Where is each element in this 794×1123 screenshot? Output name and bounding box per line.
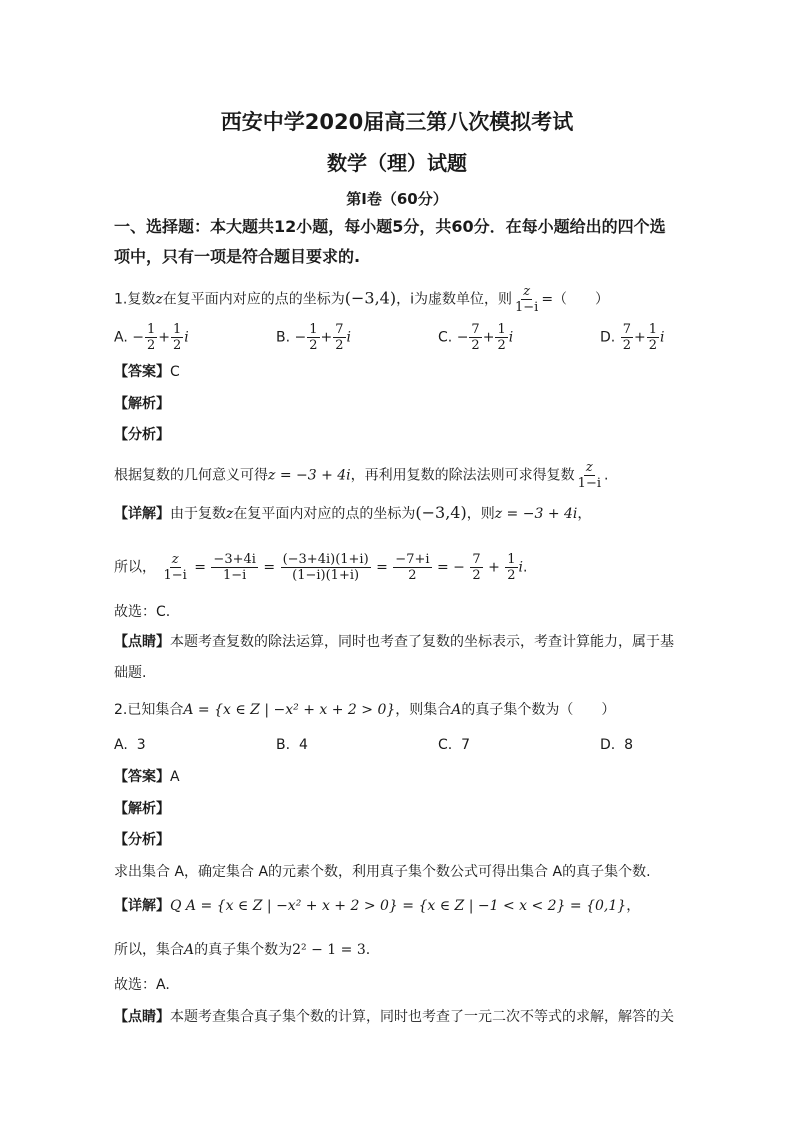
- option-i: i: [346, 329, 352, 346]
- answer-value: C: [170, 364, 180, 380]
- eq-sign: =: [376, 559, 388, 576]
- q2-option-c: [438, 737, 470, 753]
- frac-num: 7: [472, 552, 481, 567]
- frac-den: 2: [172, 338, 182, 353]
- eq-sign: =: [263, 559, 276, 576]
- q1-stem: [114, 284, 609, 315]
- q1-frac-num: z: [523, 284, 531, 299]
- fenxi-text-a: 根据复数的几何意义可得: [114, 467, 268, 484]
- option-frac: [647, 322, 659, 353]
- xiangjie-text-b: 在复平面内对应的点的坐标为: [233, 506, 416, 522]
- q2-set-A: A: [451, 702, 462, 718]
- q1-answer: [114, 362, 180, 382]
- option-frac: [469, 322, 481, 353]
- q1-fenxi-tag: 【分析】: [114, 427, 170, 443]
- xiangjie-tag: 【详解】: [114, 898, 170, 914]
- q2-stem-text-d: 的真子集个数为（ ）: [461, 702, 616, 718]
- xiangjie-text-c: ，则: [466, 506, 495, 522]
- q1-frac-den: 1−i: [514, 300, 539, 315]
- section-instructions-line2: 项中，只有一项是符合题目要求的.: [114, 247, 361, 266]
- q1-dianjing: [114, 632, 674, 652]
- q1-z: z: [155, 291, 163, 308]
- frac-num: −7+i: [395, 552, 430, 567]
- frac-num: 7: [622, 322, 631, 337]
- xiangjie-tag: 【详解】: [114, 506, 170, 522]
- option-frac: [621, 322, 633, 353]
- q1-option-a: [114, 322, 189, 353]
- frac-den: 2: [408, 568, 417, 583]
- deriv-frac-1: [161, 552, 188, 583]
- answer-tag: 【答案】: [114, 769, 170, 785]
- q1-fenxi-text: 根据复数的几何意义可得z = −3 + 4i，再利用复数的除法法则可求得复数 $\frac{z}{1-i}$ .: [114, 460, 609, 491]
- answer-value: A: [170, 769, 180, 785]
- q1-stem-text-b: 在复平面内对应的点的坐标为: [162, 291, 345, 308]
- option-plus: +: [320, 329, 333, 346]
- option-value: 8: [624, 737, 634, 753]
- deriv-frac-2: [211, 552, 258, 583]
- xiangjie-point: (−3,4): [415, 503, 467, 522]
- xiangjie-text-a: 由于复数: [170, 506, 226, 522]
- frac-num: 1: [146, 322, 156, 337]
- option-frac: [333, 322, 345, 353]
- q1-dianjing-cont: 础题.: [114, 665, 147, 681]
- fenxi-frac: [576, 460, 603, 491]
- frac-num: (−3+4i)(1+i): [282, 552, 369, 567]
- frac-den: 1−i: [223, 568, 247, 583]
- frac-den: 1−i: [577, 476, 601, 491]
- frac-num: 1: [507, 552, 516, 567]
- q2-option-b: [276, 737, 308, 753]
- volume-label: 第Ⅰ卷（60分）: [346, 190, 448, 208]
- option-i: i: [659, 329, 665, 346]
- option-label: C.: [438, 329, 453, 346]
- suoyi-text: 所以，集合: [114, 942, 184, 958]
- dianjing-text: 本题考查复数的除法运算，同时也考查了复数的坐标表示，考查计算能力，属于基: [170, 634, 674, 650]
- frac-den: 2: [648, 338, 657, 353]
- option-value: 3: [136, 737, 146, 753]
- frac-den: 2: [471, 338, 480, 353]
- dianjing-text: 本题考查集合真子集个数的计算，同时也考查了一元二次不等式的求解，解答的关: [170, 1009, 674, 1025]
- frac-num: z: [585, 460, 593, 475]
- option-value: 4: [298, 737, 308, 753]
- option-plus: +: [482, 329, 495, 346]
- option-plus: +: [633, 329, 646, 346]
- frac-den: (1−i)(1+i): [292, 568, 360, 583]
- dianjing-tag: 【点睛】: [114, 1009, 170, 1025]
- option-label: B.: [276, 737, 291, 753]
- option-label: A.: [114, 737, 128, 753]
- xiangjie-text-d: ，: [577, 506, 592, 522]
- q2-suoyi: [114, 940, 370, 960]
- plus-sign: +: [488, 559, 500, 576]
- derivation-prefix: 所以，: [114, 559, 156, 576]
- q2-analysis-tag: 【解析】: [114, 801, 170, 817]
- suoyi-end: .: [365, 942, 371, 958]
- frac-den: 2: [335, 338, 344, 353]
- frac-den: 2: [472, 568, 481, 583]
- q1-point: (−3,4): [344, 288, 397, 308]
- dianjing-tag: 【点睛】: [114, 634, 170, 650]
- q2-fenxi-tag: 【分析】: [114, 832, 170, 848]
- option-label: C.: [438, 737, 453, 753]
- frac-den: 2: [146, 338, 156, 353]
- q2-fenxi-text: 求出集合 A，确定集合 A的元素个数，利用真子集个数公式可得出集合 A的真子集个数.: [114, 864, 651, 880]
- option-sign: −: [456, 329, 469, 346]
- option-frac: [171, 322, 183, 353]
- q1-derivation: 所以， $\frac{z}{1-i}$ = $\frac{-3+4i}{1-i}$ = $\frac{(-3+4i)(1+i)}{(1-i)(1+i)}$ = $\frac{-7+i}{2}$ = − $\frac{7}{2}$ + $\frac{1}{2}$ i.: [114, 552, 528, 583]
- option-i: i: [508, 329, 514, 346]
- frac-den: 2: [309, 338, 318, 353]
- frac-num: 1: [648, 322, 657, 337]
- option-value: 7: [461, 737, 471, 753]
- q2-stem-text-b: ，则集合: [395, 702, 452, 718]
- q1-stem-text-d: =（ ）: [541, 291, 610, 308]
- q1-stem-text-c: ，i为虚数单位，则: [396, 291, 512, 308]
- option-frac: [495, 322, 507, 353]
- q1-xiangjie: [114, 503, 591, 524]
- q1-analysis-tag: 【解析】: [114, 396, 170, 412]
- q2-guxuan: 故选：A.: [114, 977, 170, 993]
- frac-num: 7: [471, 322, 480, 337]
- frac-den: 2: [497, 338, 506, 353]
- xiangjie-end: ，: [626, 898, 641, 914]
- suoyi-A: A: [184, 942, 195, 958]
- exam-subtitle: 数学（理）试题: [327, 151, 467, 175]
- deriv-frac-5: [470, 552, 482, 583]
- option-frac: [307, 322, 319, 353]
- q1-fraction: [513, 284, 540, 315]
- frac-num: 1: [172, 322, 182, 337]
- q2-set-def: A = {x ∈ Z | −x² + x + 2 > 0}: [183, 702, 396, 718]
- option-sign: −: [294, 329, 307, 346]
- eq-sign-minus: = −: [436, 559, 465, 576]
- q2-stem-text-a: 2.已知集合: [114, 702, 184, 718]
- option-i: i: [184, 329, 189, 346]
- deriv-frac-3: [281, 552, 371, 583]
- frac-num: 1: [497, 322, 506, 337]
- option-label: B.: [276, 329, 291, 346]
- q2-xiangjie: [114, 896, 640, 916]
- section-instructions-line1: 一、选择题：本大题共12小题，每小题5分，共60分．在每小题给出的四个选: [114, 217, 666, 236]
- option-plus: +: [158, 329, 170, 346]
- q1-stem-text-a: 1.复数: [114, 291, 156, 308]
- frac-num: 1: [309, 322, 318, 337]
- q2-option-d: [600, 737, 633, 753]
- q1-option-c: [438, 322, 513, 353]
- option-label: D.: [600, 329, 616, 346]
- q2-answer: [114, 767, 180, 787]
- option-sign: −: [132, 329, 144, 346]
- xiangjie-eq: z = −3 + 4i: [494, 506, 578, 522]
- q1-option-d: [600, 322, 664, 353]
- deriv-frac-4: [393, 552, 431, 583]
- q2-dianjing: [114, 1007, 674, 1027]
- fenxi-text-b: ，再利用复数的除法法则可求得复数: [350, 467, 575, 484]
- deriv-i: i: [518, 559, 524, 576]
- xiangjie-z: z: [226, 506, 234, 522]
- frac-num: 7: [335, 322, 344, 337]
- suoyi-text-b: 的真子集个数为: [194, 942, 293, 958]
- eq-sign: =: [194, 559, 206, 576]
- frac-den: 1−i: [163, 568, 187, 583]
- frac-den: 2: [507, 568, 516, 583]
- frac-num: −3+4i: [213, 552, 256, 567]
- frac-num: z: [171, 552, 179, 567]
- deriv-frac-6: [505, 552, 517, 583]
- option-frac: [145, 322, 157, 353]
- xiangjie-eq: Q A = {x ∈ Z | −x² + x + 2 > 0} = {x ∈ Z | −1 < x < 2} = {0,1}: [170, 898, 627, 914]
- q2-option-a: [114, 737, 146, 753]
- answer-tag: 【答案】: [114, 364, 170, 380]
- option-label: D.: [600, 737, 616, 753]
- q1-option-b: [276, 322, 351, 353]
- option-label: A.: [114, 329, 128, 346]
- exam-title: 西安中学2020届高三第八次模拟考试: [220, 110, 574, 134]
- fenxi-eq: z = −3 + 4i: [268, 467, 351, 484]
- q1-guxuan: 故选：C.: [114, 604, 171, 620]
- q2-stem: [114, 700, 615, 720]
- frac-den: 2: [622, 338, 631, 353]
- suoyi-eq: 2² − 1 = 3: [292, 942, 366, 958]
